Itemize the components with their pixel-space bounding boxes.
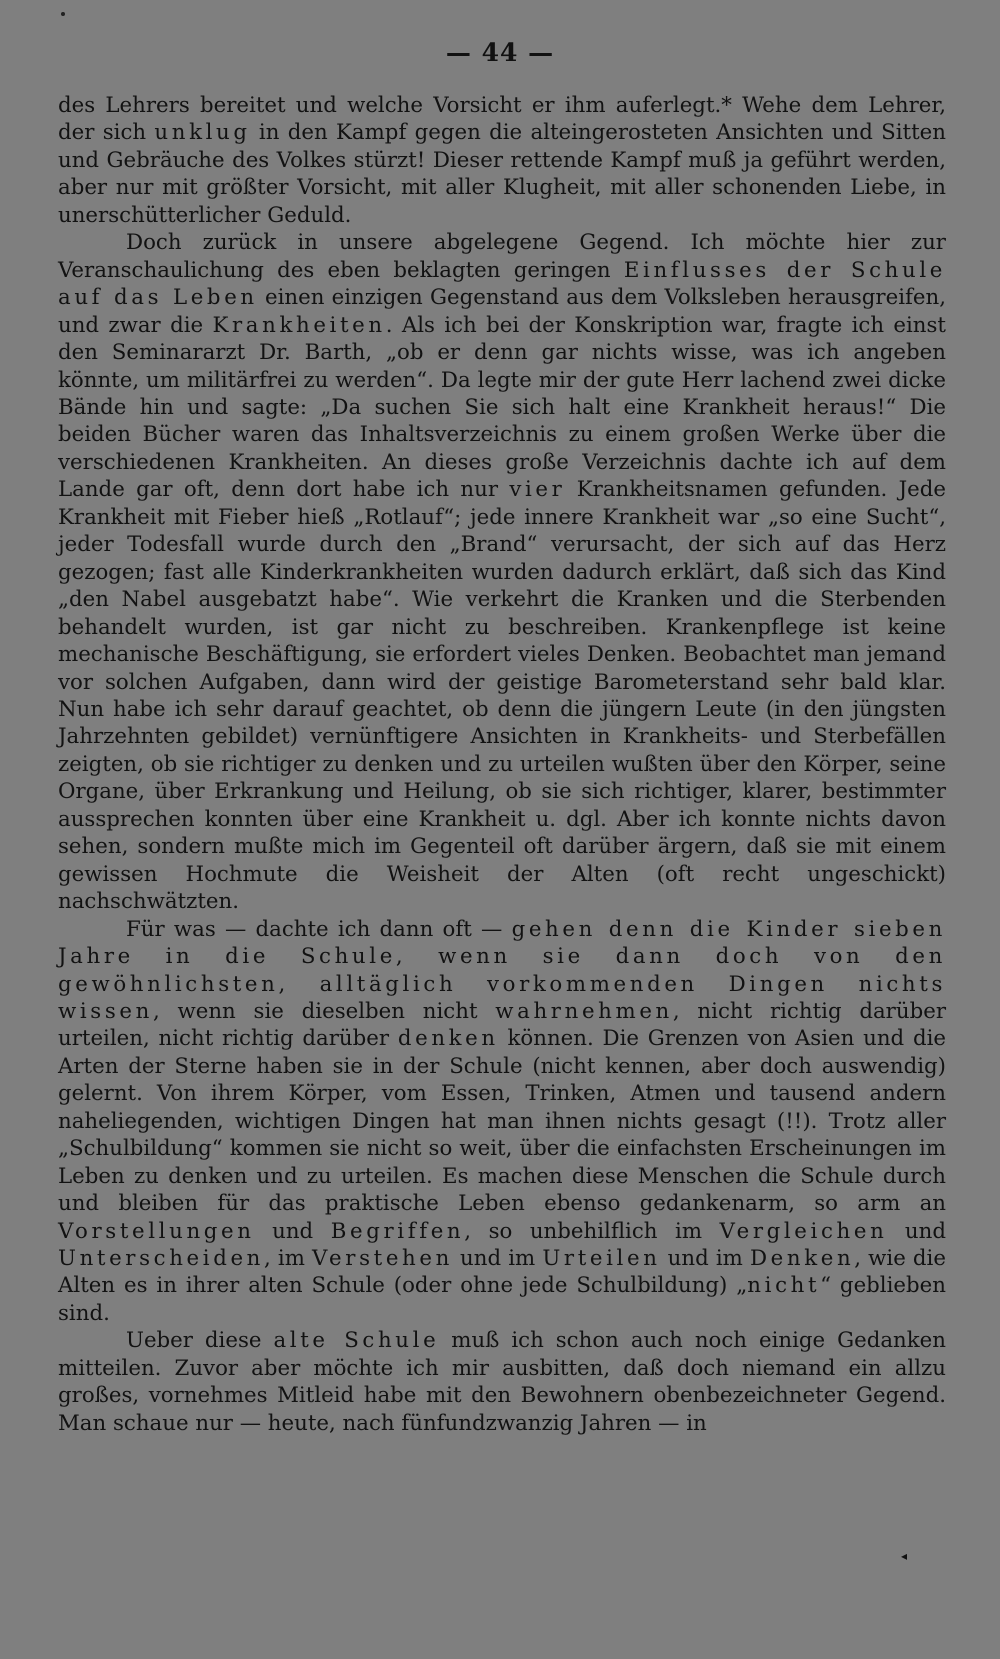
text-run: in den Kampf gegen die alteingerosteten Ansichten und Sitten und Gebräuche des Volkes stürzt! Dieser rettende Kampf muß ja geführt werden, aber nur mit größter Vorsicht, mit aller Klugheit, mit aller schonenden Liebe, in unerschütterlicher Geduld. (58, 120, 946, 228)
text-run: und im (452, 1246, 543, 1272)
text-run: des Lehrers bereitet und welche Vorsicht er ihm auferlegt.* Wehe dem Lehrer, der sich (58, 93, 946, 146)
corner-mark: ◂ (901, 1549, 908, 1563)
emphasized-text: Begriffen (330, 1218, 465, 1244)
text-run: , im (264, 1246, 313, 1272)
text-run: und (254, 1218, 331, 1244)
page-number: — 44 — (445, 38, 555, 67)
emphasized-text: unklug (154, 120, 251, 146)
text-run: Krankheitsnamen gefunden. Jede Krankheit mit Fieber hieß „Rotlauf“; jede innere Krankheit war „so eine Sucht“, jeder Todesfall wurde durch den „Brand“ verursacht, der sich auf das Herz gezogen; fast alle Kinderkrankheiten wurden dadurch erklärt, daß sich das Kind „den Nabel ausgebatzt habe“. Wie verkehrt die Kranken und die Sterbenden behandelt wurden, ist gar nicht zu beschreiben. Krankenpflege ist keine mechanische Beschäftigung, sie erfordert vieles Denken. Beobachtet man jemand vor solchen Aufgaben, dann wird der geistige Barometerstand sehr bald klar. Nun habe ich sehr darauf geachtet, ob denn die jüngern Leute (in den jüngsten Jahrzehnten gebildet) vernünftigere Ansichten in Krankheits- und Sterbefällen zeigten, ob sie richtiger zu denken und zu urteilen wußten über den Körper, seine Organe, über Erkrankung und Heilung, ob sie sich richtiger, klarer, bestimmter aussprechen konnten über eine Krankheit u. dgl. Aber ich konnte nichts davon sehen, sondern mußte mich im Gegenteil oft darüber ärgern, daß sie mit einem gewissen Hochmute die Weisheit der Alten (oft recht ungeschickt) nachschwätzten. (58, 477, 946, 915)
paragraph (58, 1327, 946, 1437)
text-run: “ geblieben sind. (58, 1273, 946, 1326)
print-speck (61, 12, 65, 16)
text-run: und im (660, 1246, 750, 1272)
text-run: . Als ich bei der Konskription war, fragte ich einst den Seminararzt Dr. Barth, „ob er denn gar nichts wisse, was ich angeben könnte, um militärfrei zu werden“. Da legte mir der gute Herr lachend zwei dicke Bände hin und sagte: „Da suchen Sie sich halt eine Krankheit heraus!“ Die beiden Bücher waren das Inhaltsverzeichnis zu einem großen Werke über die verschiedenen Krankheiten. An dieses große Verzeichnis dachte ich auf dem Lande gar oft, denn dort habe ich nur (58, 312, 946, 503)
emphasized-text: Einflusses der Schule auf das Leben (58, 257, 946, 311)
text-run: können. Die Grenzen von Asien und die Arten der Sterne haben sie in der Schule (nicht kennen, aber doch auswendig) gelernt. Von ihrem Körper, vom Essen, Trinken, Atmen und tausend andern naheliegenden, wichtigen Dingen hat man ihnen nichts gesagt (!!). Trotz aller „Schulbildung“ kommen sie nicht so weit, über die einfachsten Erscheinungen im Leben zu denken und zu urteilen. Es machen diese Menschen die Schule durch und bleiben für das praktische Leben ebenso gedankenarm, so arm an (58, 1026, 947, 1217)
text-run: , so unbehilflich im (464, 1218, 720, 1244)
emphasized-text: Unterscheiden (58, 1246, 265, 1272)
text-run: , nicht richtig darüber urteilen, nicht richtig darüber (58, 998, 946, 1052)
emphasized-text: vier (509, 477, 566, 503)
emphasized-text: gehen denn die Kinder sieben Jahre in die Schule, wenn sie dann doch von den gewöhnlichsten, alltäglich vorkommenden Dingen nichts wissen (58, 916, 946, 1024)
emphasized-text: Denken (749, 1246, 855, 1272)
text-run: Ueber diese (126, 1328, 274, 1354)
emphasized-text: Verstehen (312, 1246, 453, 1272)
emphasized-text: Urteilen (542, 1246, 661, 1272)
text-run: muß ich schon auch noch einige Gedanken mitteilen. Zuvor aber möchte ich mir ausbitten, daß doch niemand ein allzu großes, vornehmes Mitleid habe mit den Bewohnern obenbezeichneter Gegend. Man schaue nur — heute, nach fünfundzwanzig Jahren — in (58, 1328, 946, 1436)
emphasized-text: nicht (747, 1273, 821, 1299)
emphasized-text: alte Schule (273, 1328, 440, 1354)
paragraph (58, 229, 946, 915)
text-run: , wenn sie dieselben nicht (152, 998, 496, 1024)
emphasized-text: denken (397, 1026, 499, 1052)
body-text (58, 92, 946, 1437)
emphasized-text: Krankheiten (212, 312, 386, 338)
text-run: Für was — dachte ich dann oft — (126, 916, 512, 942)
text-run: Doch zurück in unsere abgelegene Gegend. Ich möchte hier zur Veranschaulichung des eben beklagten geringen (58, 230, 946, 283)
emphasized-text: Vorstellungen (58, 1218, 255, 1244)
paragraph (58, 92, 946, 229)
text-run: und (887, 1218, 947, 1244)
emphasized-text: Vergleichen (719, 1218, 888, 1244)
text-run: , wie die Alten es in ihrer alten Schule (oder ohne jede Schulbildung) „ (58, 1246, 946, 1299)
paragraph (58, 916, 946, 1328)
text-run: einen einzigen Gegenstand aus dem Volksleben herausgreifen, und zwar die (58, 285, 946, 338)
emphasized-text: wahrnehmen (495, 998, 673, 1024)
